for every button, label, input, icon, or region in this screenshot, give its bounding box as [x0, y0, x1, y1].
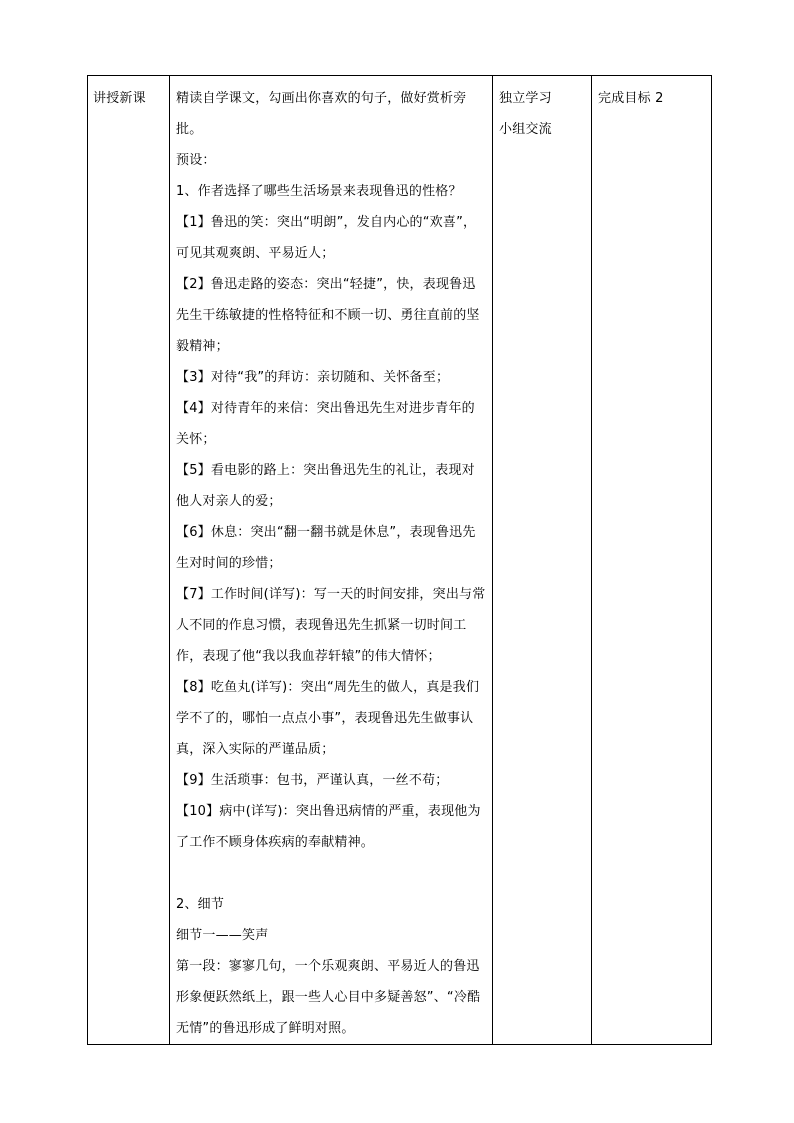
question-2: 2、细节 [176, 897, 225, 912]
goal-text: 完成目标 2 [598, 91, 664, 106]
content-cell [170, 76, 493, 1045]
question-1: 1、作者选择了哪些生活场景来表现鲁迅的性格？ [176, 184, 462, 199]
table-row [88, 76, 712, 1045]
activity-item: 独立学习 [499, 91, 552, 106]
list-item: 【10】病中(详写)：突出鲁迅病情的严重，表现他为了工作不顾身体疾病的奉献精神。 [176, 804, 481, 850]
goal-cell [592, 76, 712, 1045]
list-item: 【4】对待青年的来信：突出鲁迅先生对进步青年的关怀； [176, 401, 475, 447]
list-item: 【5】看电影的路上：突出鲁迅先生的礼让，表现对他人对亲人的爱； [176, 463, 475, 509]
section-label: 讲授新课 [93, 91, 146, 106]
spacer [176, 858, 486, 889]
preset-label: 预设： [176, 153, 216, 168]
list-item: 【1】鲁迅的笑：突出“明朗”，发自内心的“欢喜”，可见其观爽朗、平易近人； [176, 215, 477, 261]
list-item: 【3】对待“我”的拜访：亲切随和、关怀备至； [176, 370, 450, 385]
detail-text: 第一段：寥寥几句，一个乐观爽朗、平易近人的鲁迅形象便跃然纸上，跟一些人心目中多疑善怒”、“冷酷无情”的鲁迅形成了鲜明对照。 [176, 959, 481, 1036]
activity-cell [493, 76, 592, 1045]
activity-item: 小组交流 [499, 122, 552, 137]
list-item: 【2】鲁迅走路的姿态：突出“轻捷”，快，表现鲁迅先生干练敏捷的性格特征和不顾一切、勇往直前的坚毅精神； [176, 277, 480, 354]
list-item: 【7】工作时间(详写)：写一天的时间安排，突出与常人不同的作息习惯，表现鲁迅先生抓紧一切时间工作，表现了他“我以我血荐轩辕”的伟大情怀； [176, 587, 486, 664]
list-item: 【6】休息：突出“翻一翻书就是休息”，表现鲁迅先生对时间的珍惜； [176, 525, 476, 571]
list-item: 【8】吃鱼丸(详写)：突出“周先生的做人，真是我们学不了的，哪怕一点点小事”，表现鲁迅先生做事认真，深入实际的严谨品质； [176, 680, 480, 757]
lesson-plan-table [87, 75, 712, 1045]
section-cell [88, 76, 170, 1045]
list-item: 【9】生活琐事：包书，严谨认真，一丝不苟； [176, 773, 449, 788]
detail-title: 细节一——笑声 [176, 928, 269, 943]
intro-text: 精读自学课文，勾画出你喜欢的句子，做好赏析旁批。 [176, 91, 467, 137]
